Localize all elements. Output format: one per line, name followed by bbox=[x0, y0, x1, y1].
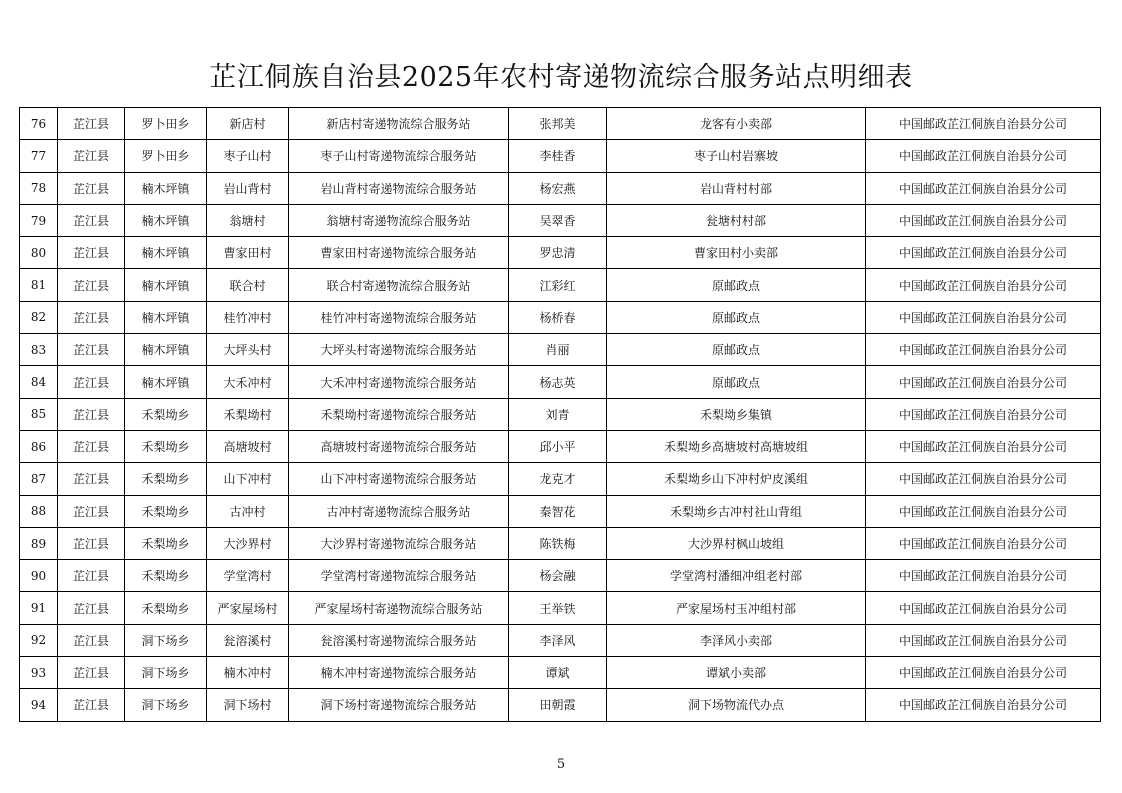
table-row bbox=[20, 172, 1101, 204]
cell-township: 罗卜田乡 bbox=[125, 108, 207, 140]
cell-index: 86 bbox=[20, 430, 58, 462]
cell-township: 禾梨坳乡 bbox=[125, 398, 207, 430]
cell-contact: 陈铁梅 bbox=[509, 527, 607, 559]
table-row bbox=[20, 689, 1101, 721]
cell-location: 李泽风小卖部 bbox=[607, 624, 866, 656]
page-title: 芷江侗族自治县2025年农村寄递物流综合服务站点明细表 bbox=[209, 62, 913, 93]
cell-village: 禾梨坳村 bbox=[207, 398, 289, 430]
cell-operator: 中国邮政芷江侗族自治县分公司 bbox=[866, 463, 1101, 495]
cell-contact: 谭斌 bbox=[509, 657, 607, 689]
cell-county: 芷江县 bbox=[58, 463, 125, 495]
cell-location: 禾梨坳乡集镇 bbox=[607, 398, 866, 430]
cell-village: 洞下场村 bbox=[207, 689, 289, 721]
table-row bbox=[20, 657, 1101, 689]
cell-station-name: 曹家田村寄递物流综合服务站 bbox=[289, 237, 509, 269]
cell-county: 芷江县 bbox=[58, 301, 125, 333]
cell-operator: 中国邮政芷江侗族自治县分公司 bbox=[866, 301, 1101, 333]
cell-operator: 中国邮政芷江侗族自治县分公司 bbox=[866, 495, 1101, 527]
cell-station-name: 大禾冲村寄递物流综合服务站 bbox=[289, 366, 509, 398]
cell-contact: 刘青 bbox=[509, 398, 607, 430]
cell-contact: 李桂香 bbox=[509, 140, 607, 172]
cell-station-name: 大坪头村寄递物流综合服务站 bbox=[289, 334, 509, 366]
table-row bbox=[20, 495, 1101, 527]
table-row bbox=[20, 592, 1101, 624]
table-row bbox=[20, 301, 1101, 333]
cell-village: 岩山背村 bbox=[207, 172, 289, 204]
table-row bbox=[20, 527, 1101, 559]
page-number: 5 bbox=[556, 757, 566, 772]
cell-county: 芷江县 bbox=[58, 334, 125, 366]
cell-operator: 中国邮政芷江侗族自治县分公司 bbox=[866, 334, 1101, 366]
cell-village: 学堂湾村 bbox=[207, 560, 289, 592]
cell-index: 83 bbox=[20, 334, 58, 366]
table-row bbox=[20, 334, 1101, 366]
cell-contact: 秦智花 bbox=[509, 495, 607, 527]
cell-township: 禾梨坳乡 bbox=[125, 527, 207, 559]
cell-village: 山下冲村 bbox=[207, 463, 289, 495]
cell-township: 禾梨坳乡 bbox=[125, 560, 207, 592]
cell-index: 82 bbox=[20, 301, 58, 333]
cell-county: 芷江县 bbox=[58, 172, 125, 204]
cell-county: 芷江县 bbox=[58, 269, 125, 301]
cell-township: 禾梨坳乡 bbox=[125, 495, 207, 527]
table-row bbox=[20, 398, 1101, 430]
cell-index: 79 bbox=[20, 204, 58, 236]
cell-index: 89 bbox=[20, 527, 58, 559]
cell-location: 禾梨坳乡高塘坡村高塘坡组 bbox=[607, 430, 866, 462]
cell-village: 翁塘村 bbox=[207, 204, 289, 236]
cell-contact: 罗忠清 bbox=[509, 237, 607, 269]
cell-township: 禾梨坳乡 bbox=[125, 463, 207, 495]
cell-operator: 中国邮政芷江侗族自治县分公司 bbox=[866, 689, 1101, 721]
cell-village: 古冲村 bbox=[207, 495, 289, 527]
cell-operator: 中国邮政芷江侗族自治县分公司 bbox=[866, 108, 1101, 140]
cell-township: 洞下场乡 bbox=[125, 624, 207, 656]
stations-table bbox=[19, 107, 1101, 722]
cell-operator: 中国邮政芷江侗族自治县分公司 bbox=[866, 269, 1101, 301]
cell-contact: 邱小平 bbox=[509, 430, 607, 462]
cell-county: 芷江县 bbox=[58, 495, 125, 527]
cell-station-name: 山下冲村寄递物流综合服务站 bbox=[289, 463, 509, 495]
cell-county: 芷江县 bbox=[58, 527, 125, 559]
cell-location: 学堂湾村潘细冲组老村部 bbox=[607, 560, 866, 592]
cell-township: 楠木坪镇 bbox=[125, 301, 207, 333]
cell-station-name: 禾梨坳村寄递物流综合服务站 bbox=[289, 398, 509, 430]
cell-county: 芷江县 bbox=[58, 560, 125, 592]
cell-station-name: 新店村寄递物流综合服务站 bbox=[289, 108, 509, 140]
cell-contact: 吴翠香 bbox=[509, 204, 607, 236]
cell-station-name: 桂竹冲村寄递物流综合服务站 bbox=[289, 301, 509, 333]
cell-station-name: 古冲村寄递物流综合服务站 bbox=[289, 495, 509, 527]
cell-operator: 中国邮政芷江侗族自治县分公司 bbox=[866, 398, 1101, 430]
cell-township: 楠木坪镇 bbox=[125, 237, 207, 269]
cell-contact: 田朝霞 bbox=[509, 689, 607, 721]
cell-contact: 杨桥春 bbox=[509, 301, 607, 333]
cell-location: 洞下场物流代办点 bbox=[607, 689, 866, 721]
table-row bbox=[20, 560, 1101, 592]
cell-index: 76 bbox=[20, 108, 58, 140]
table-row bbox=[20, 624, 1101, 656]
cell-location: 大沙界村枫山坡组 bbox=[607, 527, 866, 559]
cell-operator: 中国邮政芷江侗族自治县分公司 bbox=[866, 624, 1101, 656]
cell-location: 原邮政点 bbox=[607, 366, 866, 398]
cell-station-name: 大沙界村寄递物流综合服务站 bbox=[289, 527, 509, 559]
cell-township: 楠木坪镇 bbox=[125, 366, 207, 398]
cell-contact: 江彩红 bbox=[509, 269, 607, 301]
table-row bbox=[20, 204, 1101, 236]
cell-county: 芷江县 bbox=[58, 624, 125, 656]
cell-location: 原邮政点 bbox=[607, 334, 866, 366]
cell-index: 85 bbox=[20, 398, 58, 430]
cell-county: 芷江县 bbox=[58, 398, 125, 430]
cell-village: 枣子山村 bbox=[207, 140, 289, 172]
cell-village: 大沙界村 bbox=[207, 527, 289, 559]
cell-county: 芷江县 bbox=[58, 689, 125, 721]
cell-township: 楠木坪镇 bbox=[125, 172, 207, 204]
cell-township: 洞下场乡 bbox=[125, 689, 207, 721]
cell-index: 81 bbox=[20, 269, 58, 301]
cell-station-name: 联合村寄递物流综合服务站 bbox=[289, 269, 509, 301]
cell-township: 楠木坪镇 bbox=[125, 204, 207, 236]
cell-village: 楠木冲村 bbox=[207, 657, 289, 689]
cell-location: 瓮塘村村部 bbox=[607, 204, 866, 236]
cell-county: 芷江县 bbox=[58, 204, 125, 236]
cell-township: 洞下场乡 bbox=[125, 657, 207, 689]
table-row bbox=[20, 366, 1101, 398]
cell-county: 芷江县 bbox=[58, 237, 125, 269]
cell-station-name: 翁塘村寄递物流综合服务站 bbox=[289, 204, 509, 236]
cell-index: 88 bbox=[20, 495, 58, 527]
cell-township: 楠木坪镇 bbox=[125, 334, 207, 366]
cell-station-name: 枣子山村寄递物流综合服务站 bbox=[289, 140, 509, 172]
cell-contact: 肖丽 bbox=[509, 334, 607, 366]
cell-station-name: 高塘坡村寄递物流综合服务站 bbox=[289, 430, 509, 462]
cell-operator: 中国邮政芷江侗族自治县分公司 bbox=[866, 204, 1101, 236]
cell-index: 78 bbox=[20, 172, 58, 204]
cell-contact: 龙克才 bbox=[509, 463, 607, 495]
cell-village: 大坪头村 bbox=[207, 334, 289, 366]
cell-township: 禾梨坳乡 bbox=[125, 592, 207, 624]
cell-location: 曹家田村小卖部 bbox=[607, 237, 866, 269]
cell-contact: 杨宏燕 bbox=[509, 172, 607, 204]
cell-contact: 李泽风 bbox=[509, 624, 607, 656]
cell-index: 84 bbox=[20, 366, 58, 398]
table-row bbox=[20, 269, 1101, 301]
table-row bbox=[20, 108, 1101, 140]
cell-index: 87 bbox=[20, 463, 58, 495]
cell-contact: 王举铁 bbox=[509, 592, 607, 624]
cell-operator: 中国邮政芷江侗族自治县分公司 bbox=[866, 592, 1101, 624]
cell-station-name: 严家屋场村寄递物流综合服务站 bbox=[289, 592, 509, 624]
cell-county: 芷江县 bbox=[58, 592, 125, 624]
cell-index: 80 bbox=[20, 237, 58, 269]
cell-operator: 中国邮政芷江侗族自治县分公司 bbox=[866, 172, 1101, 204]
cell-index: 93 bbox=[20, 657, 58, 689]
table-row bbox=[20, 237, 1101, 269]
cell-operator: 中国邮政芷江侗族自治县分公司 bbox=[866, 560, 1101, 592]
cell-village: 桂竹冲村 bbox=[207, 301, 289, 333]
cell-operator: 中国邮政芷江侗族自治县分公司 bbox=[866, 366, 1101, 398]
cell-station-name: 岩山背村寄递物流综合服务站 bbox=[289, 172, 509, 204]
cell-village: 严家屋场村 bbox=[207, 592, 289, 624]
cell-index: 90 bbox=[20, 560, 58, 592]
table-row bbox=[20, 140, 1101, 172]
cell-contact: 杨志英 bbox=[509, 366, 607, 398]
cell-village: 新店村 bbox=[207, 108, 289, 140]
cell-index: 77 bbox=[20, 140, 58, 172]
cell-station-name: 洞下场村寄递物流综合服务站 bbox=[289, 689, 509, 721]
cell-operator: 中国邮政芷江侗族自治县分公司 bbox=[866, 140, 1101, 172]
cell-county: 芷江县 bbox=[58, 430, 125, 462]
cell-station-name: 学堂湾村寄递物流综合服务站 bbox=[289, 560, 509, 592]
cell-operator: 中国邮政芷江侗族自治县分公司 bbox=[866, 430, 1101, 462]
cell-location: 龙客有小卖部 bbox=[607, 108, 866, 140]
cell-location: 谭斌小卖部 bbox=[607, 657, 866, 689]
cell-operator: 中国邮政芷江侗族自治县分公司 bbox=[866, 527, 1101, 559]
cell-location: 枣子山村岩寨坡 bbox=[607, 140, 866, 172]
cell-village: 大禾冲村 bbox=[207, 366, 289, 398]
cell-county: 芷江县 bbox=[58, 657, 125, 689]
cell-township: 罗卜田乡 bbox=[125, 140, 207, 172]
cell-location: 禾梨坳乡古冲村社山背组 bbox=[607, 495, 866, 527]
table-body bbox=[20, 108, 1101, 722]
cell-location: 岩山背村村部 bbox=[607, 172, 866, 204]
cell-township: 楠木坪镇 bbox=[125, 269, 207, 301]
cell-village: 瓮溶溪村 bbox=[207, 624, 289, 656]
cell-index: 92 bbox=[20, 624, 58, 656]
table-row bbox=[20, 430, 1101, 462]
cell-operator: 中国邮政芷江侗族自治县分公司 bbox=[866, 237, 1101, 269]
cell-township: 禾梨坳乡 bbox=[125, 430, 207, 462]
cell-county: 芷江县 bbox=[58, 108, 125, 140]
cell-contact: 杨会融 bbox=[509, 560, 607, 592]
cell-village: 高塘坡村 bbox=[207, 430, 289, 462]
cell-index: 94 bbox=[20, 689, 58, 721]
cell-location: 严家屋场村玉冲组村部 bbox=[607, 592, 866, 624]
cell-village: 曹家田村 bbox=[207, 237, 289, 269]
cell-location: 原邮政点 bbox=[607, 269, 866, 301]
cell-location: 禾梨坳乡山下冲村炉皮溪组 bbox=[607, 463, 866, 495]
cell-contact: 张邦美 bbox=[509, 108, 607, 140]
cell-station-name: 楠木冲村寄递物流综合服务站 bbox=[289, 657, 509, 689]
cell-county: 芷江县 bbox=[58, 140, 125, 172]
table-row bbox=[20, 463, 1101, 495]
cell-village: 联合村 bbox=[207, 269, 289, 301]
cell-location: 原邮政点 bbox=[607, 301, 866, 333]
cell-station-name: 瓮溶溪村寄递物流综合服务站 bbox=[289, 624, 509, 656]
cell-operator: 中国邮政芷江侗族自治县分公司 bbox=[866, 657, 1101, 689]
cell-index: 91 bbox=[20, 592, 58, 624]
cell-county: 芷江县 bbox=[58, 366, 125, 398]
